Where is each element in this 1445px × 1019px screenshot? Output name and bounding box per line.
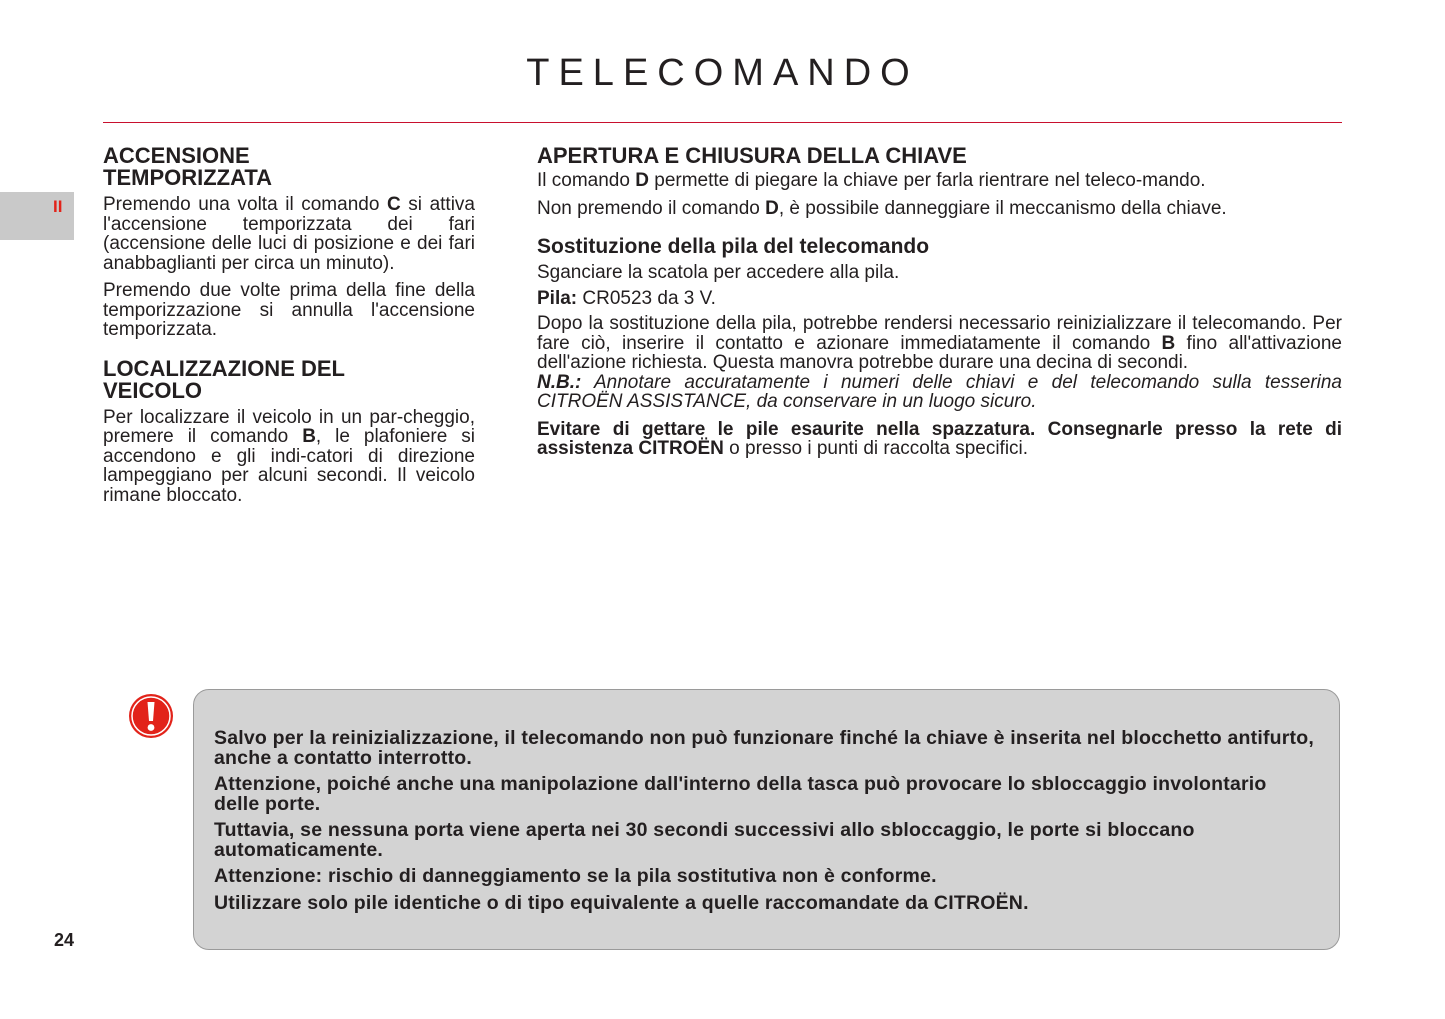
warning-item: Attenzione: rischio di danneggiamento se la pila sostitutiva non è conforme.	[214, 865, 937, 887]
page-title: TELECOMANDO	[526, 52, 919, 94]
warning-item: Attenzione, poiché anche una manipolazione dall'interno della tasca può provocare lo sbloccaggio involontario delle porte.	[214, 773, 1267, 815]
paragraph: Sganciare la scatola per accedere alla pila.	[537, 262, 900, 283]
section-heading-localizzazione: LOCALIZZAZIONE DEL VEICOLO	[103, 355, 345, 403]
right-column	[537, 145, 1342, 459]
paragraph: Premendo una volta il comando C si attiva l'accensione temporizzata dei fari (accensione delle luci di posizione e dei fari anabbaglianti per circa un minuto).	[103, 194, 475, 274]
paragraph: Evitare di gettare le pile esaurite nella spazzatura. Consegnarle presso la rete di assistenza CITROËN o presso i punti di raccolta specifici.	[537, 418, 1342, 459]
left-column	[103, 145, 475, 505]
warning-box	[193, 689, 1340, 950]
note-paragraph: N.B.: Annotare accuratamente i numeri delle chiavi e del telecomando sulla tesserina CITROËN ASSISTANCE, da conservare in un luogo sicuro.	[537, 371, 1342, 412]
paragraph: Per localizzare il veicolo in un par-cheggio, premere il comando B, le plafoniere si accendono e gli indi-catori di direzione lampeggiano per alcuni secondi. Il veicolo rimane bloccato.	[103, 406, 475, 506]
section-heading-accensione: ACCENSIONE TEMPORIZZATA	[103, 143, 273, 190]
warning-item: Utilizzare solo pile identiche o di tipo equivalente a quelle raccomandate da CITROËN.	[214, 891, 1029, 914]
chapter-number: II	[53, 197, 63, 216]
paragraph: Non premendo il comando D, è possibile danneggiare il meccanismo della chiave.	[537, 197, 1227, 219]
page-number: 24	[54, 930, 75, 950]
warning-icon	[127, 692, 175, 740]
paragraph: Premendo due volte prima della fine della temporizzazione si annulla l'accensione temporizzata.	[103, 280, 475, 340]
title-divider	[103, 122, 1342, 123]
paragraph: Pila: CR0523 da 3 V.	[537, 287, 716, 309]
section-heading-sostituzione: Sostituzione della pila del telecomando	[537, 235, 930, 258]
chapter-tab	[0, 192, 74, 240]
paragraph: Il comando D permette di piegare la chiave per farla rientrare nel teleco-mando.	[537, 170, 1206, 191]
warning-item: Tuttavia, se nessuna porta viene aperta nei 30 secondi successivi allo sbloccaggio, le porte si bloccano automaticamente.	[214, 819, 1195, 861]
warning-text	[214, 729, 1314, 913]
section-heading-apertura: APERTURA E CHIUSURA DELLA CHIAVE	[537, 143, 967, 168]
paragraph: Dopo la sostituzione della pila, potrebbe rendersi necessario reinizializzare il telecomando. Per fare ciò, inserire il contatto e azionare immediatamente il comando B fino all'attivazione dell'azione richiesta. Questa manovra potrebbe durare una decina di secondi.	[537, 313, 1342, 373]
warning-item: Salvo per la reinizializzazione, il telecomando non può funzionare finché la chiave è inserita nel blocchetto antifurto, anche a contatto interrotto.	[214, 727, 1314, 769]
